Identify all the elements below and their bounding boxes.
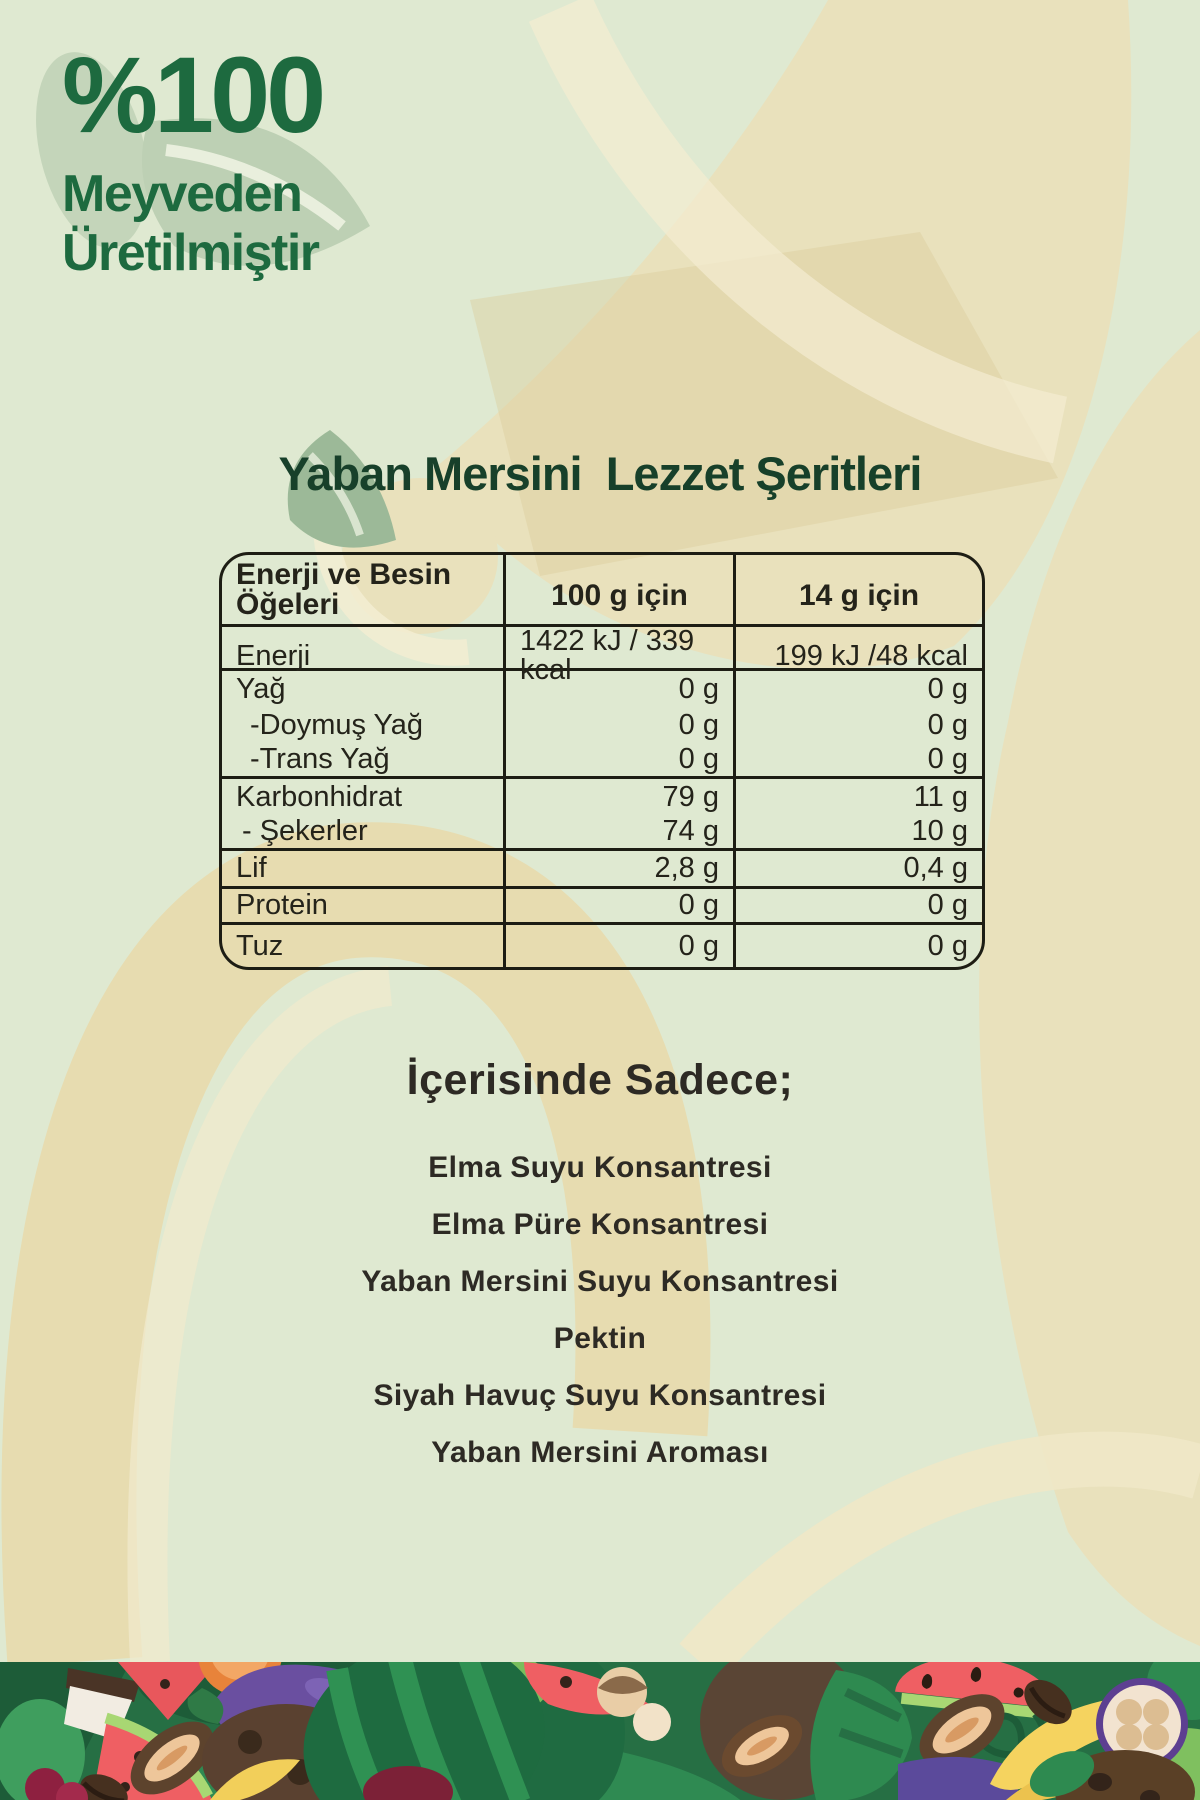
table-row: [222, 625, 982, 686]
row-value-100g: 74 g: [503, 815, 733, 848]
row-label: Tuz: [236, 929, 284, 962]
header-nutrients: Enerji ve Besin Öğeleri: [236, 557, 452, 621]
table-row: [222, 671, 982, 707]
ingredients-heading: İçerisinde Sadece;: [406, 1056, 794, 1104]
row-value-14g: 0 g: [733, 707, 982, 743]
row-label: Yağ: [236, 672, 286, 705]
row-value-14g: 199 kJ /48 kcal: [733, 627, 982, 685]
row-value-100g: 0 g: [503, 925, 733, 967]
ingredient-item: Yaban Mersini Suyu Konsantresi: [361, 1265, 839, 1298]
row-value-100g: 79 g: [503, 779, 733, 815]
row-value-14g: 0 g: [733, 925, 982, 967]
row-label: Enerji: [236, 639, 311, 672]
row-label: Lif: [236, 852, 267, 884]
row-value-100g: 0 g: [503, 671, 733, 707]
header-per-100g: 100 g için: [503, 555, 733, 624]
table-row: [222, 779, 982, 815]
row-value-14g: 0 g: [733, 671, 982, 707]
nutrition-table-header-row: [222, 555, 982, 627]
badge-line-2: Üretilmiştir: [62, 223, 319, 282]
row-value-100g: 0 g: [503, 707, 733, 743]
table-row: [222, 815, 982, 851]
badge-line-1: Meyveden: [62, 165, 302, 224]
table-row: [222, 707, 982, 743]
row-label: Karbonhidrat: [236, 780, 403, 813]
table-row: [222, 925, 982, 967]
percent-100-text: %100: [62, 34, 323, 155]
ingredient-item: Yaban Mersini Aroması: [431, 1436, 769, 1469]
ingredient-item: Elma Suyu Konsantresi: [428, 1151, 772, 1184]
percent-100-badge: [62, 34, 323, 282]
product-title: Yaban Mersini Lezzet Şeritleri: [278, 447, 922, 500]
row-label: -Doymuş Yağ: [250, 708, 423, 741]
row-label: Protein: [236, 889, 328, 921]
nutrition-table: [219, 552, 985, 970]
row-value-14g: 0,4 g: [733, 851, 982, 886]
row-value-14g: 0 g: [733, 889, 982, 922]
row-label: -Trans Yağ: [250, 743, 390, 775]
row-value-100g: 2,8 g: [503, 851, 733, 886]
ingredient-item: Pektin: [553, 1322, 647, 1355]
row-value-100g: 0 g: [503, 743, 733, 776]
fruit-illustration-strip: [0, 1662, 1200, 1800]
row-value-14g: 0 g: [733, 743, 982, 776]
ingredient-item: Siyah Havuç Suyu Konsantresi: [373, 1379, 827, 1412]
ingredients-section: [0, 1056, 1200, 1493]
row-value-14g: 11 g: [733, 779, 982, 815]
table-row: [222, 851, 982, 889]
row-value-100g: 0 g: [503, 889, 733, 922]
table-row: [222, 743, 982, 779]
header-per-14g: 14 g için: [733, 555, 982, 624]
ingredient-item: Elma Püre Konsantresi: [431, 1208, 769, 1241]
row-value-14g: 10 g: [733, 815, 982, 848]
row-value-100g: 1422 kJ / 339 kcal: [503, 627, 733, 685]
row-label: - Şekerler: [242, 815, 368, 847]
table-row: [222, 889, 982, 925]
